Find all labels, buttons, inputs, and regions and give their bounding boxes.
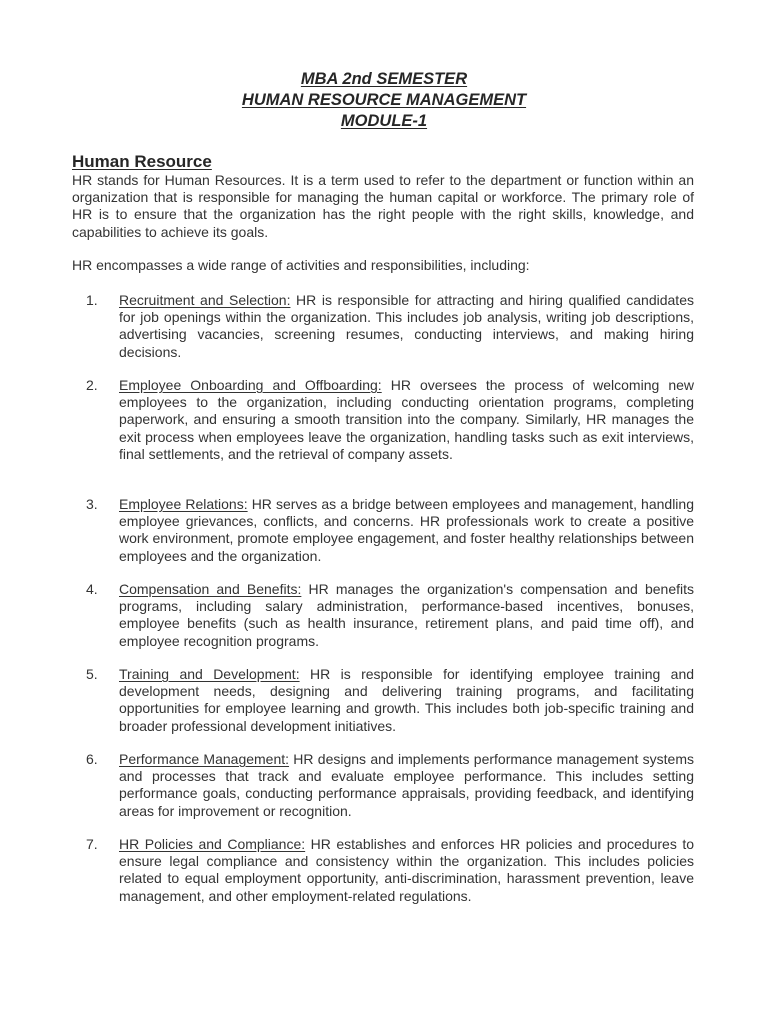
list-description: HR oversees the process of welcoming new employees to the organization, including conducting orientation programs, completing paperwork, and ensuring a smooth transition into the company. Similarly, HR manages the exit process when employees leave the organization, handling tasks such as exit interviews, final settlements, and the retrieval of company assets. [119,377,694,462]
list-text [119,496,694,565]
list-text [119,751,694,820]
list-term: Compensation and Benefits: [119,581,302,597]
list-term: Employee Relations: [119,496,248,512]
list-term: Recruitment and Selection: [119,292,291,308]
list-number: 1. [86,292,98,308]
list-text [119,292,694,361]
list-text [119,666,694,735]
header-module: MODULE-1 [340,112,428,130]
list-number: 6. [86,751,98,767]
header-semester: MBA 2nd SEMESTER [300,70,468,88]
header-course: HUMAN RESOURCE MANAGEMENT [241,91,527,109]
list-text [119,377,694,463]
list-description: HR is responsible for attracting and hiring qualified candidates for job openings within the organization. This includes job analysis, writing job descriptions, advertising vacancies, screening resumes, conducting interviews, and making hiring decisions. [119,292,694,360]
list-description: HR designs and implements performance management systems and processes that track and evaluate employee performance. This includes setting performance goals, conducting performance appraisals, providing feedback, and identifying areas for improvement or recognition. [119,751,694,819]
list-description: HR serves as a bridge between employees and management, handling employee grievances, conflicts, and concerns. HR professionals work to create a positive work environment, promote employee engagement, and foster healthy relationships between employees and the organization. [119,496,694,564]
list-term: Performance Management: [119,751,290,767]
list-number: 5. [86,666,98,682]
list-term: HR Policies and Compliance: [119,836,306,852]
list-text [119,581,694,650]
list-description: HR manages the organization's compensation and benefits programs, including salary administration, performance-based incentives, bonuses, employee benefits (such as health insurance, retirement plans, and paid time off), and employee recognition programs. [119,581,694,649]
section-heading: Human Resource [72,152,212,171]
document-header [0,69,768,132]
intro-paragraph: HR stands for Human Resources. It is a term used to refer to the department or function within an organization that is responsible for managing the human capital or workforce. The primary role of HR is to ensure that the organization has the right people with the right skills, knowledge, and capabilities to achieve its goals. [72,172,694,240]
list-number: 7. [86,836,98,852]
list-number: 3. [86,496,98,512]
list-number: 4. [86,581,98,597]
list-term: Training and Development: [119,666,300,682]
list-description: HR is responsible for identifying employee training and development needs, designing and delivering training programs, and facilitating opportunities for employee learning and growth. This includes both job-specific training and broader professional development initiatives. [119,666,695,734]
list-term: Employee Onboarding and Offboarding: [119,377,382,393]
lead-paragraph: HR encompasses a wide range of activities and responsibilities, including: [72,257,530,273]
list-description: HR establishes and enforces HR policies and procedures to ensure legal compliance and consistency within the organization. This includes policies related to equal employment opportunity, anti-discrimination, harassment prevention, leave management, and other employment-related regulations. [119,836,694,904]
list-text [119,836,694,905]
list-number: 2. [86,377,98,393]
